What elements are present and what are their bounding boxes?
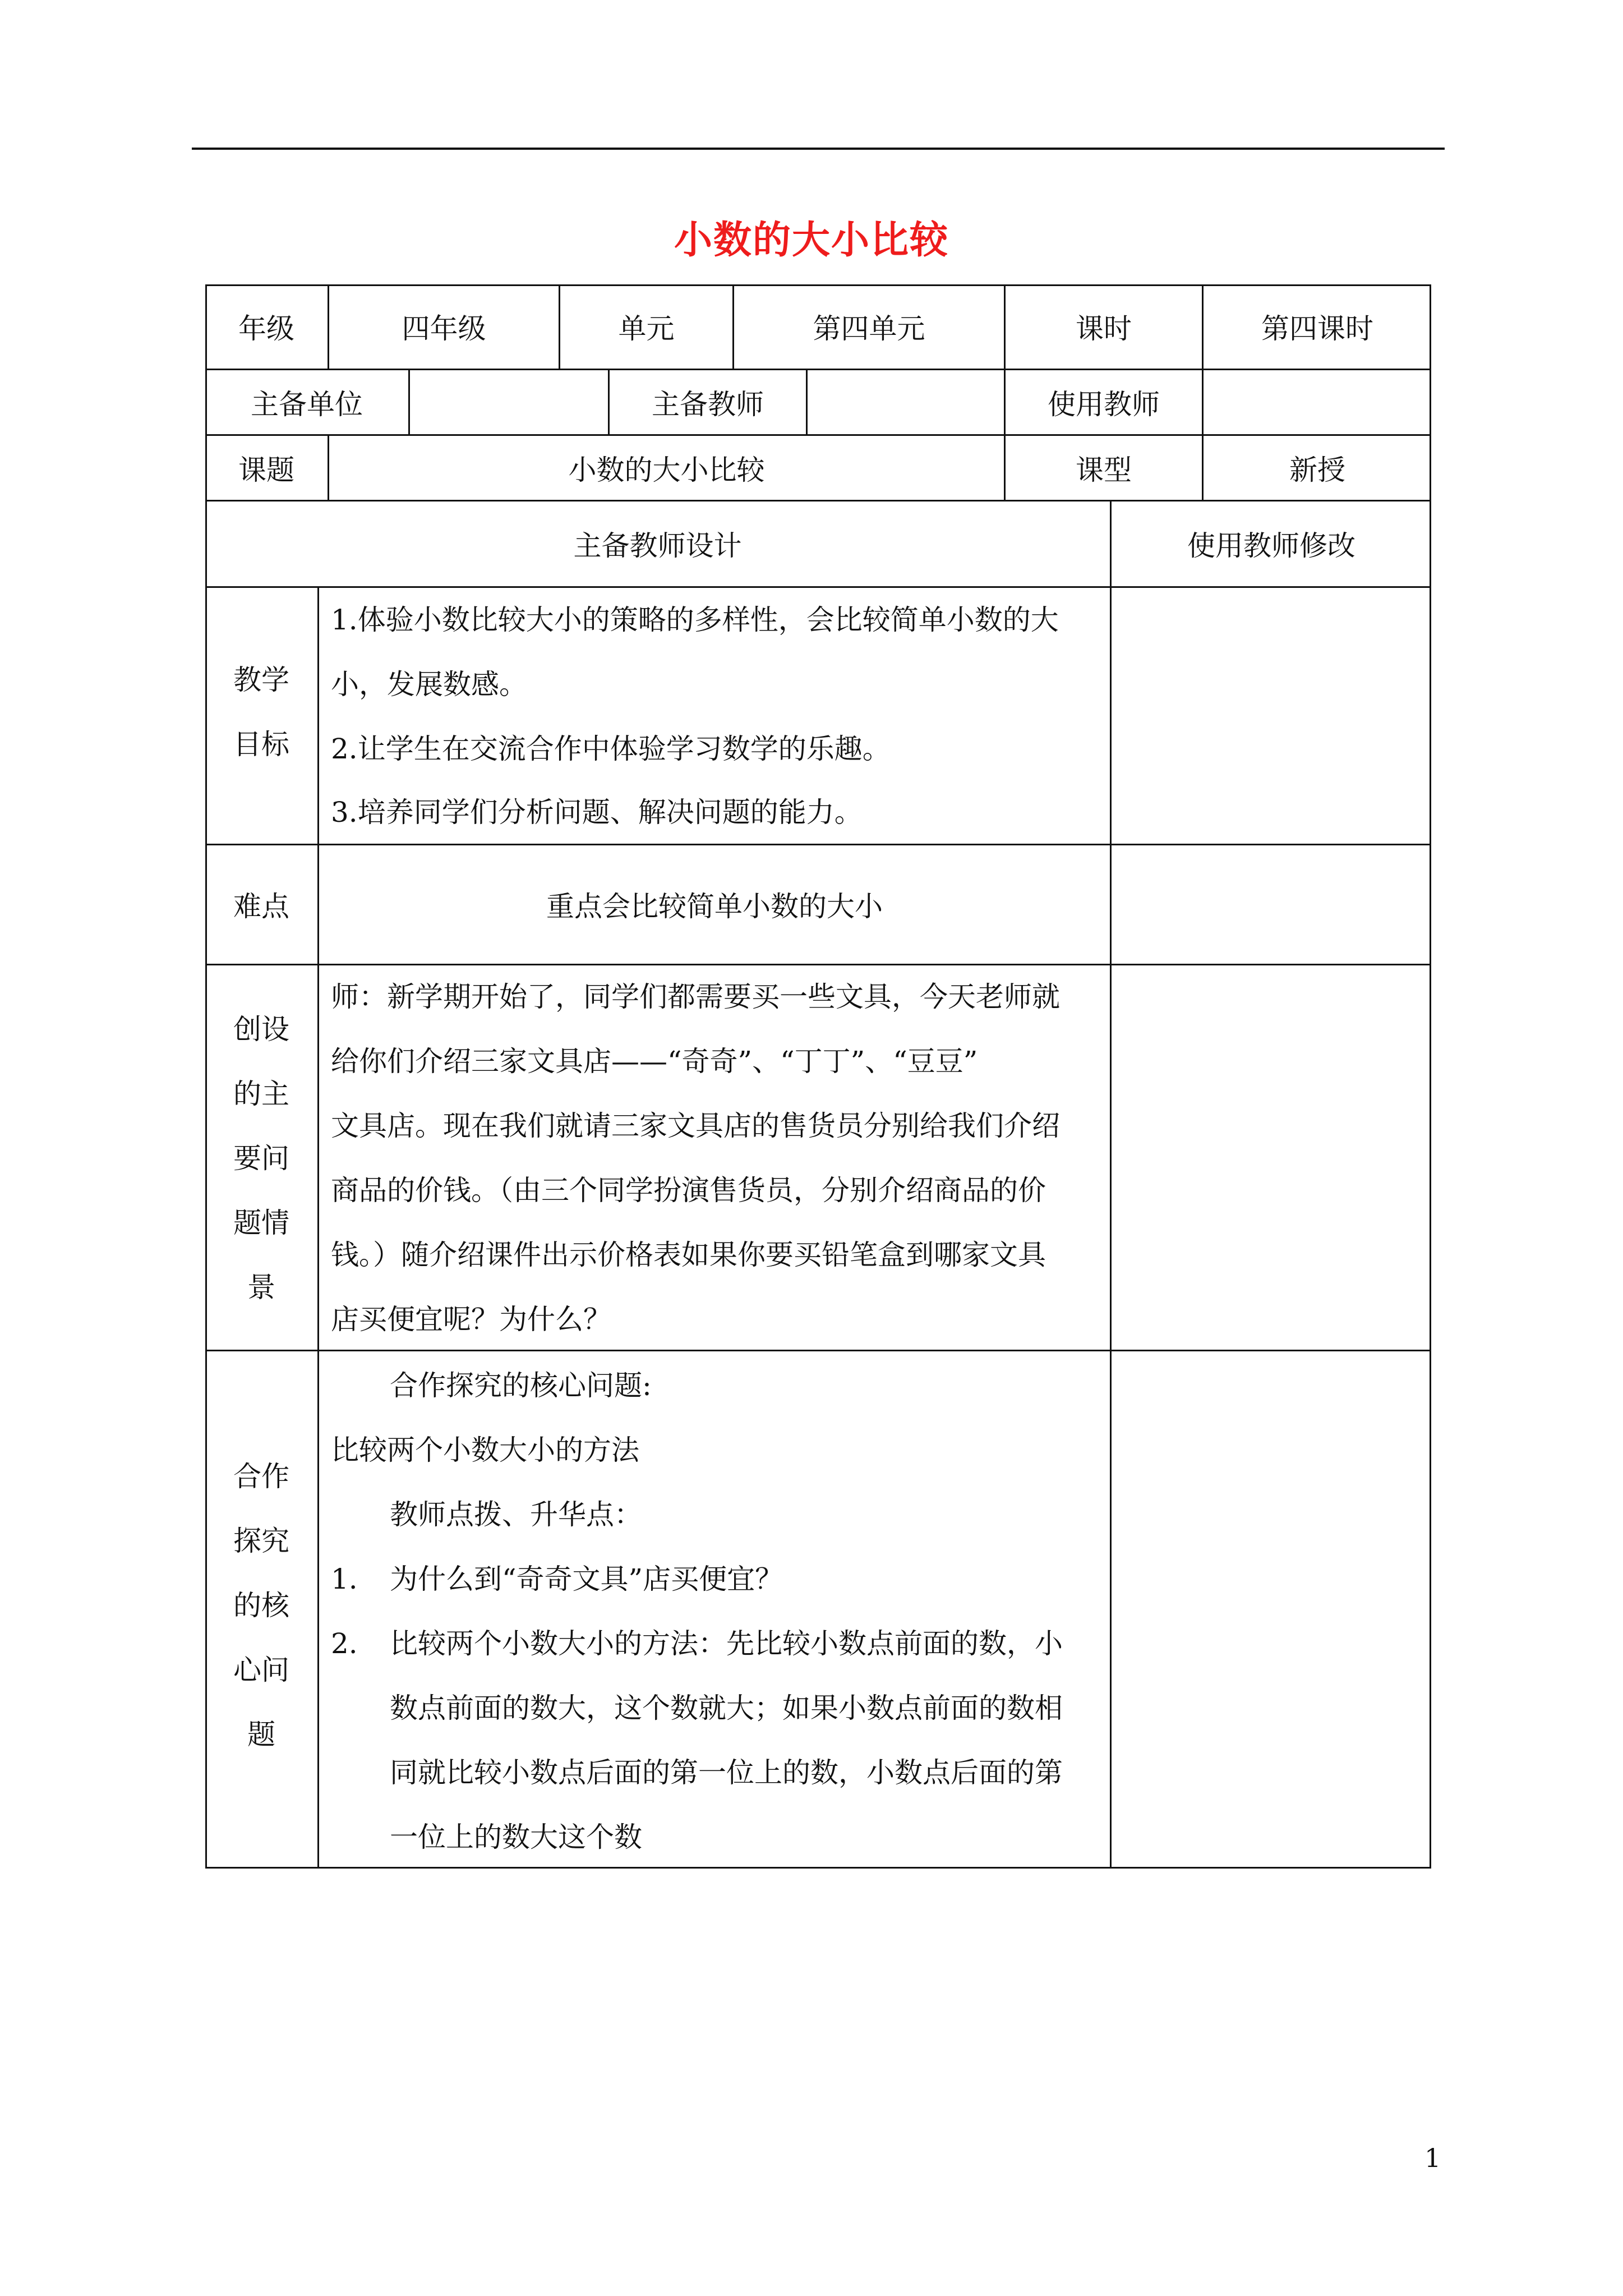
unit-owner-label: 主备单位 [251, 388, 363, 421]
scenario-line: 店买便宜呢？为什么？ [331, 1303, 611, 1336]
topic-label: 课题 [238, 453, 294, 486]
difficulty-text: 重点会比较简单小数的大小 [546, 890, 883, 923]
grade-value: 四年级 [402, 312, 486, 345]
goals-label: 教学 目标 [233, 664, 289, 761]
unit-owner-value [410, 370, 608, 434]
scenario-line: 给你们介绍三家文具店——“奇奇”、“丁丁”、“豆豆” [331, 1045, 978, 1078]
lesson-label: 课时 [1076, 312, 1132, 345]
scenario-line: 钱。）随介绍课件出示价格表如果你要买铅笔盒到哪家文具 [331, 1239, 1046, 1271]
topic-value: 小数的大小比较 [568, 453, 765, 486]
inquiry-item-number: 2. [331, 1627, 358, 1660]
unit-value: 第四单元 [813, 312, 925, 345]
goals-line: 2.让学生在交流合作中体验学习数学的乐趣。 [331, 733, 891, 765]
lesson-value: 第四课时 [1261, 312, 1373, 345]
main-teacher-label: 主备教师 [652, 388, 764, 421]
page-number: 1 [1424, 2143, 1441, 2173]
inquiry-item: 同就比较小数点后面的第一位上的数，小数点后面的第 [390, 1756, 1063, 1789]
inquiry-item: 一位上的数大这个数 [390, 1821, 642, 1853]
row-divider [205, 964, 1431, 965]
inquiry-item-number: 1. [331, 1563, 358, 1595]
inquiry-label: 合作 探究 的核 心问 题 [233, 1460, 289, 1751]
inquiry-line: 教师点拨、升华点： [390, 1498, 642, 1531]
modify-header: 使用教师修改 [1187, 530, 1355, 562]
user-teacher-value [1204, 370, 1431, 434]
inquiry-line: 比较两个小数大小的方法 [331, 1434, 639, 1466]
col-divider [317, 586, 319, 1869]
scenario-line: 文具店。现在我们就请三家文具店的售货员分别给我们介绍 [331, 1110, 1060, 1142]
col-divider [1110, 586, 1112, 1869]
design-header: 主备教师设计 [573, 530, 742, 562]
header-rule [192, 148, 1445, 150]
goals-line: 3.培养同学们分析问题、解决问题的能力。 [331, 796, 863, 829]
grade-label: 年级 [238, 312, 294, 345]
type-label: 课型 [1076, 453, 1132, 486]
type-value: 新授 [1289, 453, 1345, 486]
inquiry-item: 数点前面的数大，这个数就大；如果小数点前面的数相 [390, 1692, 1063, 1724]
main-teacher-value [808, 370, 1004, 434]
inquiry-line: 合作探究的核心问题: [390, 1369, 652, 1402]
inquiry-item: 比较两个小数大小的方法：先比较小数点前面的数，小 [390, 1627, 1063, 1660]
unit-label: 单元 [618, 312, 675, 345]
scenario-line: 师：新学期开始了，同学们都需要买一些文具，今天老师就 [331, 981, 1060, 1013]
inquiry-item: 为什么到“奇奇文具”店买便宜？ [390, 1563, 783, 1595]
page-title: 小数的大小比较 [674, 218, 949, 263]
goals-line: 1.体验小数比较大小的策略的多样性，会比较简单小数的大 [331, 604, 1059, 636]
row-divider [205, 586, 1431, 588]
user-teacher-label: 使用教师 [1048, 388, 1160, 421]
scenario-label: 创设 的主 要问 题情 景 [233, 1013, 289, 1304]
row-divider [205, 1350, 1431, 1351]
goals-line: 小，发展数感。 [331, 668, 527, 701]
scenario-line: 商品的价钱。（由三个同学扮演售货员，分别介绍商品的价 [331, 1174, 1046, 1207]
difficulty-label: 难点 [233, 890, 289, 923]
